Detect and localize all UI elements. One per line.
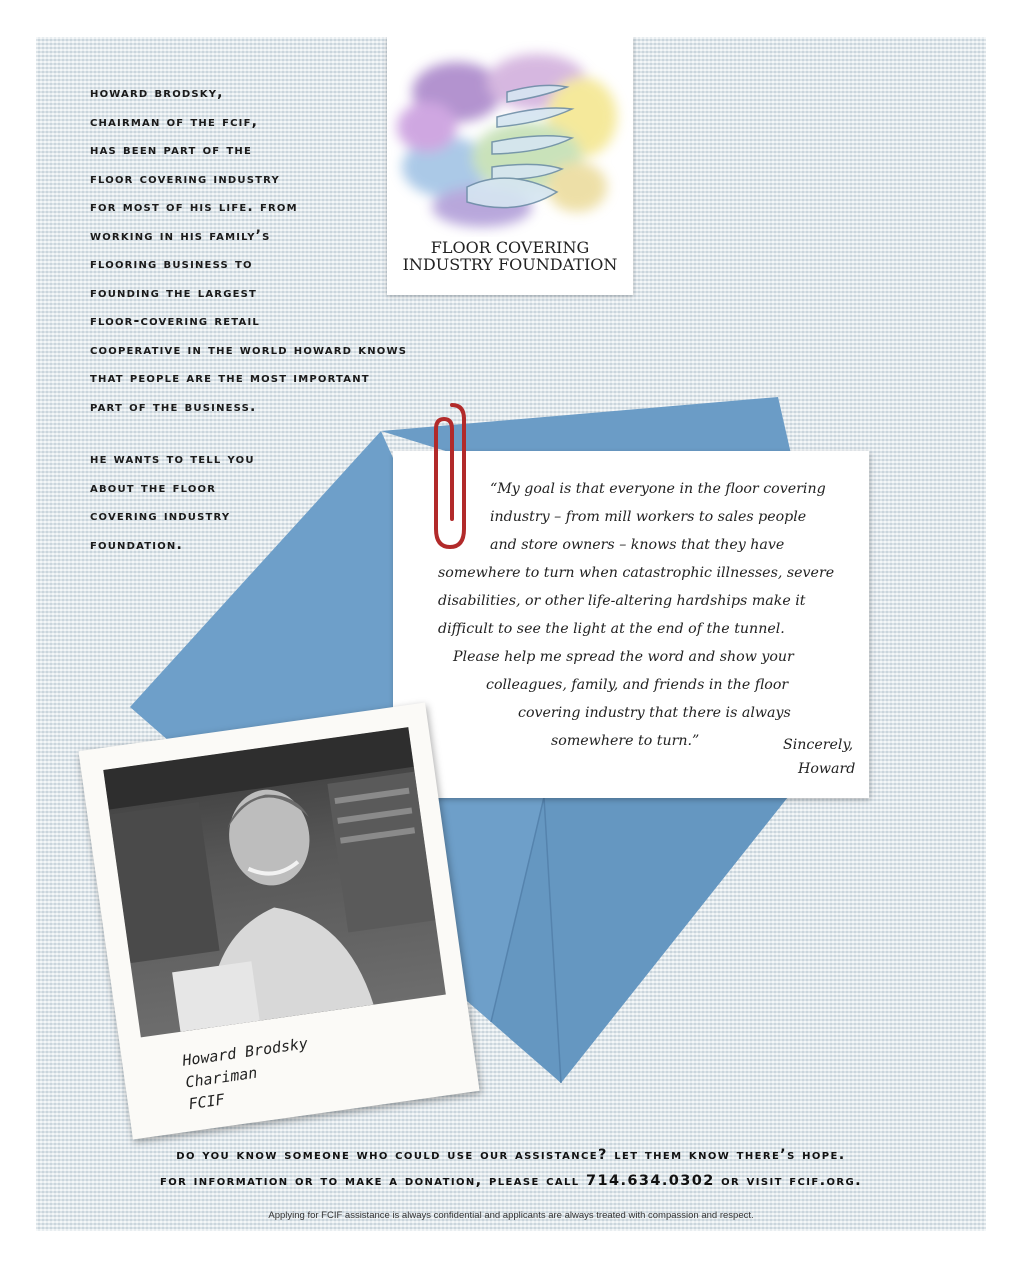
quote-line: somewhere to turn when catastrophic illnesses, severe bbox=[438, 565, 835, 581]
paperclip-icon bbox=[426, 397, 476, 557]
intro-line: flooring business to bbox=[90, 256, 253, 272]
flyer-page bbox=[36, 37, 986, 1231]
quote-line: and store owners – knows that they have bbox=[490, 537, 785, 553]
intro-line: founding the largest bbox=[90, 284, 258, 301]
caption-name: Howard Brodsky bbox=[181, 1034, 309, 1070]
caption-org: FCIF bbox=[187, 1090, 226, 1114]
portrait-photo bbox=[103, 727, 446, 1037]
intro-line: foundation. bbox=[90, 536, 184, 553]
person-icon bbox=[103, 727, 446, 1037]
intro-line: chairman of the fcif, bbox=[90, 113, 259, 130]
logo-title-line-1: FLOOR COVERING bbox=[430, 238, 590, 257]
howard-polaroid bbox=[78, 703, 479, 1140]
intro-line: floor covering industry bbox=[90, 170, 280, 187]
intro-line: for most of his life. from bbox=[90, 199, 298, 215]
intro-line: that people are the most important bbox=[90, 370, 370, 386]
envelope-bottom-flap bbox=[491, 797, 788, 1083]
quote-line: disabilities, or other life-altering hardships make it bbox=[438, 593, 806, 609]
quote-line: industry – from mill workers to sales people bbox=[490, 509, 807, 525]
caption-title: Chariman bbox=[184, 1063, 259, 1092]
intro-line: part of the business. bbox=[90, 398, 257, 415]
quote-line: Please help me spread the word and show your bbox=[453, 649, 794, 665]
logo-title-line-2: INDUSTRY FOUNDATION bbox=[402, 255, 618, 274]
quote-line: somewhere to turn.” bbox=[551, 733, 700, 749]
signature: Howard bbox=[798, 761, 856, 777]
intro-line: about the floor bbox=[90, 479, 217, 496]
cta-donation: for information or to make a donation, please call 714.634.0302 or visit fcif.org. bbox=[159, 1173, 863, 1189]
intro-line: he wants to tell you bbox=[90, 451, 255, 467]
quote-line: difficult to see the light at the end of the tunnel. bbox=[438, 621, 785, 637]
quote-line: colleagues, family, and friends in the floor bbox=[486, 677, 789, 693]
quote-line: “My goal is that everyone in the floor covering bbox=[490, 481, 826, 497]
closing: Sincerely, bbox=[783, 737, 854, 753]
intro-line: howard brodsky, bbox=[90, 85, 224, 101]
fine-print: Applying for FCIF assistance is always confidential and applicants are always treated with compassion and respect. bbox=[268, 1210, 754, 1221]
quote-line: covering industry that there is always bbox=[518, 705, 791, 721]
intro-line: working in his family’s bbox=[90, 227, 271, 244]
intro-line: covering industry bbox=[90, 508, 231, 524]
cta-hope: do you know someone who could use our assistance? let them know there’s hope. bbox=[176, 1147, 846, 1163]
intro-line: floor-covering retail bbox=[90, 313, 260, 329]
intro-line: cooperative in the world howard knows bbox=[90, 341, 408, 358]
intro-line: has been part of the bbox=[90, 142, 253, 158]
